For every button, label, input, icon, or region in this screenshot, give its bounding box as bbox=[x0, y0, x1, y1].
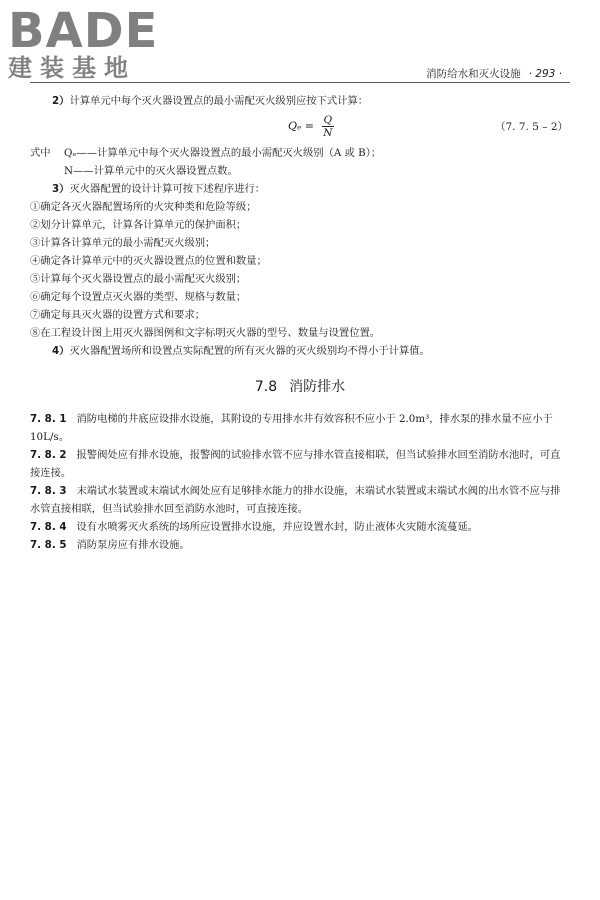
page-body bbox=[30, 92, 570, 554]
formula-number: （7. 7. 5 – 2） bbox=[495, 121, 568, 133]
formula-expression bbox=[288, 114, 334, 139]
clause-7-8-5: 7. 8. 5 消防泵房应有排水设施。 bbox=[30, 539, 190, 551]
chapter-title: 消防给水和灭火设施 bbox=[426, 68, 521, 80]
item-4: 4）灭火器配置场所和设置点实际配置的所有灭火器的灭火级别均不得小于计算值。 bbox=[52, 345, 430, 357]
section-heading bbox=[30, 378, 570, 396]
clause-7-8-3: 7. 8. 3 末端试水装置或末端试水阀处应有足够排水能力的排水设施，末端试水装置或末端试水阀的出水管不应与排水管直接相联，但当试验排水回至消防水池时，可直接连接。 bbox=[30, 485, 561, 515]
step-item: ⑥确定每个设置点灭火器的类型、规格与数量； bbox=[30, 291, 247, 303]
step-item: ⑧在工程设计图上用灭火器图例和文字标明灭火器的型号、数量与设置位置。 bbox=[30, 327, 381, 339]
formula-denominator: N bbox=[323, 127, 333, 139]
page-number: · 293 · bbox=[528, 68, 562, 80]
logo-subtitle: 建装基地 bbox=[8, 54, 136, 82]
running-header bbox=[426, 66, 562, 81]
logo-wordmark: BADE bbox=[8, 3, 159, 59]
step-item: ①确定各灭火器配置场所的火灾种类和危险等级； bbox=[30, 201, 257, 213]
clause-7-8-1: 7. 8. 1 消防电梯的井底应设排水设施，其附设的专用排水井有效容积不应小于 2.0m³，排水泵的排水量不应小于 10L/s。 bbox=[30, 413, 553, 443]
step-item: ③计算各计算单元的最小需配灭火级别； bbox=[30, 237, 216, 249]
formula-lhs: Qₑ = bbox=[288, 119, 314, 133]
procedure-steps bbox=[30, 198, 570, 342]
formula-7-7-5-2 bbox=[30, 110, 570, 144]
header-rule bbox=[30, 82, 570, 83]
definition-qe: Qₑ——计算单元中每个灭火器设置点的最小需配灭火级别（A 或 B）； bbox=[64, 147, 382, 159]
formula-definitions bbox=[30, 144, 570, 180]
where-lead: 式中 bbox=[30, 147, 51, 159]
step-item: ④确定各计算单元中的灭火器设置点的位置和数量； bbox=[30, 255, 267, 267]
step-item: ②划分计算单元，计算各计算单元的保护面积； bbox=[30, 219, 247, 231]
section-number: 7.8 bbox=[254, 379, 278, 395]
item-3: 3）灭火器配置的设计计算可按下述程序进行： bbox=[52, 183, 266, 195]
formula-numerator: Q bbox=[323, 114, 333, 126]
formula-fraction bbox=[322, 114, 335, 139]
item-2: 2）计算单元中每个灭火器设置点的最小需配灭火级别应按下式计算： bbox=[52, 95, 369, 107]
step-item: ⑦确定每具灭火器的设置方式和要求； bbox=[30, 309, 206, 321]
bade-logo bbox=[8, 3, 178, 82]
step-item: ⑤计算每个灭火器设置点的最小需配灭火级别； bbox=[30, 273, 247, 285]
clause-7-8-4: 7. 8. 4 设有水喷雾灭火系统的场所应设置排水设施，并应设置水封，防止液体火灾随水流蔓延。 bbox=[30, 521, 479, 533]
clause-7-8-2: 7. 8. 2 报警阀处应有排水设施，报警阀的试验排水管不应与排水管直接相联，但当试验排水回至消防水池时，可直接连接。 bbox=[30, 449, 561, 479]
section-title: 消防排水 bbox=[289, 379, 346, 395]
definition-n: N——计算单元中的灭火器设置点数。 bbox=[64, 165, 238, 177]
